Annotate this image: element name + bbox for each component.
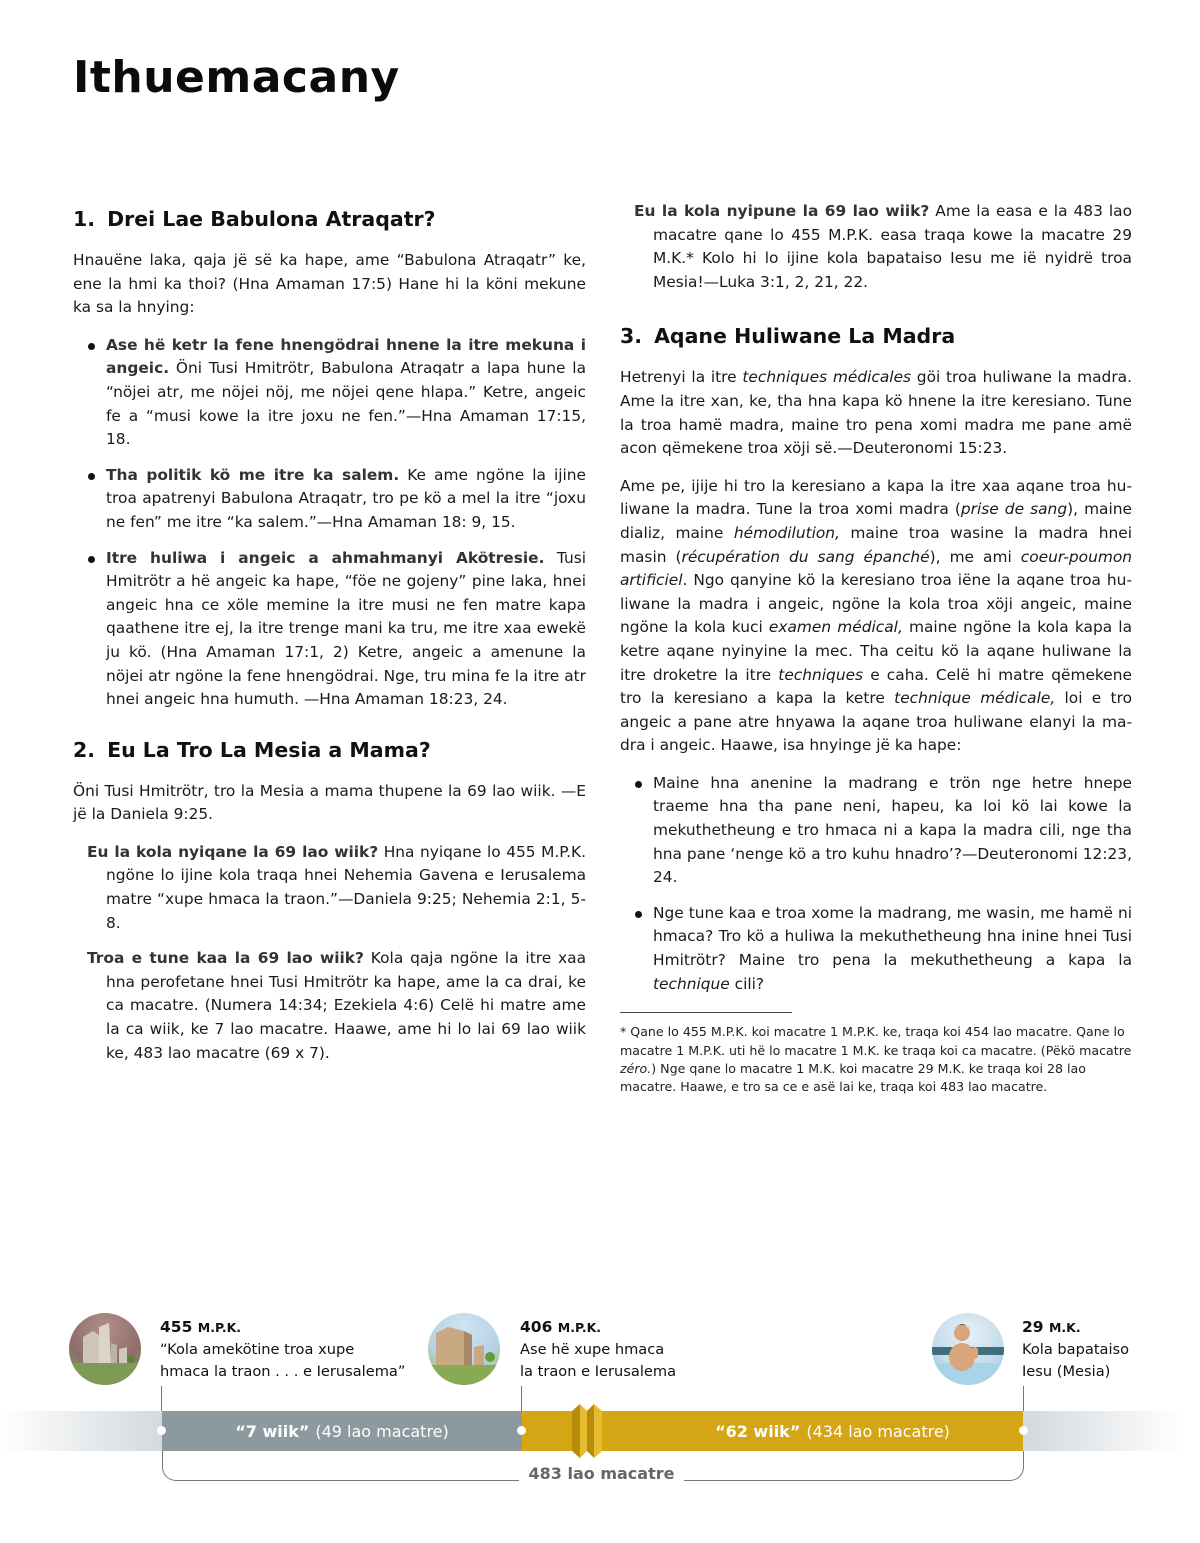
text: ) Nge qane lo macatre 1 M.K. koi macatre 29 M.K. ke traqa koi 28 lao macatre. Haawe, e tro sa ce e asë lai ke, traqa koi 483 lao macatre. xyxy=(620,1061,1086,1095)
text: e caha. Celë hi matre qëmekene tro la keresiano a kapa la ketre xyxy=(620,665,1132,708)
segment-label-bold: “62 wiik” xyxy=(715,1421,801,1441)
qa-answer: Ame la easa e la 483 lao macatre qane lo 455 M.P.K. easa traqa kowe la macatre 29 M.K.* Kolo hi lo ijine kola bapataiso Iesu me ië nyidrë troa Mesia!—Luka 3:1, 2, 21, 22. xyxy=(653,202,1133,291)
emphasis: technique xyxy=(653,974,730,993)
text: Ame pe, ijije hi tro la keresiano a kapa la itre xaa aqane troa huliwane la madra. Tune la troa xomi madra ( xyxy=(620,476,1132,519)
timeline-tick xyxy=(1023,1386,1024,1411)
event-desc-line1: Kola bapataiso xyxy=(1022,1341,1130,1358)
bullet-text: Maine hna anenine la madrang e trön nge hetre hnepe traeme hna tha pane neni, hapeu, ka loi kö lai kowe la mekuthetheung e tro hmaca ni a kapa la madra cili, nge tha hna pane ‘nenge kö a tro kuhu hnadro’?—Deuteronomi 12:23, 24. xyxy=(653,773,1132,887)
bullet-item xyxy=(87,547,586,712)
bullet-text: Ke ame ngöne la ijine troa apatrenyi Babulona Atraqatr, tro pe kö a mel la itre “joxu ne fen” me itre “ka salem.”—Hna Amaman 18: 9, 15. xyxy=(106,465,586,531)
segment-7-weeks xyxy=(162,1411,522,1451)
timeline-marker-dot xyxy=(517,1426,526,1435)
bullet-lead: Ase hë ketr la fene hnengödrai hnene la itre mekuna i angeic. xyxy=(106,335,586,378)
section-number: 2. xyxy=(73,737,96,762)
text: loi e tro angeic a pane atre hnyawa la aqane troa huliwane elanyi la madra i angeic. Haawe, isa hnyinge jë ka hape: xyxy=(620,689,1132,755)
bullet-item xyxy=(634,902,1132,996)
qa-item xyxy=(87,947,586,1065)
section-heading xyxy=(620,322,1132,350)
timeline-event-455 xyxy=(160,1316,405,1383)
event-era: M.P.K. xyxy=(557,1320,602,1335)
paragraph xyxy=(620,366,1132,460)
qa-question: Eu la kola nyiqane la 69 lao wiik? xyxy=(87,842,379,861)
event-date xyxy=(160,1316,405,1339)
rebuilt-city-walls-icon xyxy=(428,1313,500,1385)
section-babylon xyxy=(73,205,586,712)
event-date xyxy=(520,1316,676,1339)
timeline-fade-left xyxy=(0,1411,162,1451)
section-number: 1. xyxy=(73,207,96,231)
section-messiah xyxy=(73,736,586,1066)
qa-question: Troa e tune kaa la 69 lao wiik? xyxy=(87,949,364,968)
time-break-icon xyxy=(572,1404,602,1458)
event-era: M.K. xyxy=(1048,1320,1081,1335)
section-number: 3. xyxy=(620,324,643,349)
right-column xyxy=(620,200,1132,1097)
ruined-city-walls-icon xyxy=(69,1313,141,1385)
emphasis: examen médical, xyxy=(768,618,903,637)
event-era: M.P.K. xyxy=(197,1320,242,1335)
section-title: Eu La Tro La Mesia a Mama? xyxy=(107,737,431,762)
left-column xyxy=(73,200,586,1077)
emphasis: techniques xyxy=(778,665,864,684)
bullet-item xyxy=(87,464,586,535)
qa-item xyxy=(634,200,1132,294)
event-year: 406 xyxy=(520,1318,553,1336)
text: göi troa huliwane la madra. Ame la itre xan, ke, tha hna kapa kö hnene la itre keresiano. Tune la troa hamë madra, maine tro pena xomi madra me pane amë acon qëmekene troa xöji së.—Deuteronomi 15:23. xyxy=(620,368,1132,458)
emphasis: récupération du sang épanché xyxy=(681,547,930,566)
event-date xyxy=(1022,1316,1129,1339)
segment-label: (49 lao macatre) xyxy=(315,1421,449,1441)
bullet-list xyxy=(634,772,1132,996)
timeline-event-29 xyxy=(1022,1316,1129,1383)
event-desc-line2: hmaca la traon . . . e Ierusalema” xyxy=(160,1363,406,1380)
emphasis: coeur-poumon artificiel xyxy=(620,547,1133,590)
section-intro: Öni Tusi Hmitrötr, tro la Mesia a mama thupene la 69 lao wiik. —E jë la Daniela 9:25. xyxy=(73,781,586,824)
section-blood xyxy=(620,322,1132,996)
qa-answer: Kola qaja ngöne la itre xaa hna perofetane hnei Tusi Hmitrötr ka hape, ame la ca drai, ke ca macatre. (Numera 14:34; Ezekiela 4:6) Celë hi matre ame la ca wiik, ke 7 lao macatre. Haawe, ame hi lo lai 69 lao wiik ke, 483 lao macatre (69 x 7). xyxy=(106,949,586,1062)
event-desc-line2: la traon e Ierusalema xyxy=(520,1363,677,1380)
bullet-text: cili? xyxy=(729,974,765,993)
section-title: Aqane Huliwane La Madra xyxy=(654,324,956,349)
emphasis: zéro. xyxy=(620,1061,652,1077)
timeline-event-406 xyxy=(520,1316,676,1383)
segment-label: (434 lao macatre) xyxy=(806,1421,950,1441)
text: ), me ami xyxy=(929,547,1021,566)
section-heading xyxy=(73,736,586,764)
emphasis: techniques médicales xyxy=(742,368,912,387)
page-title: Ithuemacany xyxy=(73,52,400,103)
bullet-lead: Tha politik kö me itre ka salem. xyxy=(106,465,400,484)
section-intro: Hnauëne laka, qaja jë së ka hape, ame “Babulona Atraqatr” ke, ene la hmi ka thoi? (Hna Amaman 17:5) Hane hi la köni mekune ka sa la hnying: xyxy=(73,251,586,317)
section-title: Drei Lae Babulona Atraqatr? xyxy=(107,207,436,231)
bullet-text: Nge tune kaa e troa xome la madrang, me wasin, me hamë ni hmaca? Tro kö a huliwa la mekuthetheung hna inine hnei Tusi Hmitrötr? Maine tro pena la mekuthetheung a kapa la xyxy=(653,903,1132,970)
emphasis: prise de sang xyxy=(960,500,1068,519)
text: Hetrenyi la itre xyxy=(620,368,743,387)
paragraph xyxy=(620,475,1132,758)
event-desc-line1: “Kola amekötine troa xupe xyxy=(160,1341,355,1358)
timeline-marker-dot xyxy=(157,1426,166,1435)
qa-item xyxy=(87,841,586,935)
timeline-marker-dot xyxy=(1019,1426,1028,1435)
bullet-text: Öni Tusi Hmitrötr, Babulona Atraqatr a lapa hune la “nöjei atr, me nöjei nöj, me nöjei qene hlapa.” Ketre, angeic fe a “musi kowe la itre joxu ne fen.”—Hna Amaman 17:15, 18. xyxy=(106,359,586,449)
qa-answer: Hna nyiqane lo 455 M.P.K. ngöne lo ijine kola traqa hnei Nehemia Gavena e Ierusalema matre “xupe hmaca la traon.”—Daniela 9:25; Nehemia 2:1, 5-8. xyxy=(106,842,587,932)
timeline-tick xyxy=(161,1386,162,1411)
baptism-icon xyxy=(932,1313,1004,1385)
timeline-fade-right xyxy=(1023,1411,1183,1451)
emphasis: hémodilution, xyxy=(733,523,840,542)
bullet-lead: Itre huliwa i angeic a ahmahmanyi Akötresie. xyxy=(106,548,545,567)
event-desc-line2: Iesu (Mesia) xyxy=(1022,1363,1111,1380)
section-heading xyxy=(73,205,586,233)
timeline-tick xyxy=(521,1386,522,1411)
text: maine troa wasine la madra hnei masin ( xyxy=(620,523,1132,566)
bullet-text: Tusi Hmitrötr a hë angeic ka hape, “föe ne gojeny” pine laka, hnei angeic hna ce xöle memine la itre musi ne fen matre kapa qaathene itre ej, la itre trenge mani ka tru, me itre xaa ewekë ju kö. (Hna Amaman 17:1, 2) Ketre, angeic a amenune la nöjei atr ngöne la fene hnengödrai. Nge, tru mina fe la itre atr hnei angeic hna humuth. —Hna Amaman 18:23, 24. xyxy=(106,548,586,709)
footnote xyxy=(620,1023,1132,1097)
text: * Qane lo 455 M.P.K. koi macatre 1 M.P.K. ke, traqa koi 454 lao macatre. Qane lo macatre 1 M.P.K. uti hë lo macatre 1 M.K. ke traqa koi ca macatre. (Pëkö macatre xyxy=(620,1024,1132,1058)
text: ), maine dializ, maine xyxy=(620,500,1132,542)
event-year: 455 xyxy=(160,1318,193,1336)
emphasis: technique médicale, xyxy=(894,689,1056,708)
segment-label-bold: “7 wiik” xyxy=(235,1421,310,1441)
bullet-list xyxy=(87,334,586,712)
bullet-item xyxy=(634,772,1132,890)
total-span-label xyxy=(0,1464,1200,1483)
bullet-item xyxy=(87,334,586,452)
event-year: 29 xyxy=(1022,1318,1044,1336)
text: maine ngöne la kola kapa la ketre aqane nyinyine la mec. Tha ceitu kö la aqane huliwane la itre droketre la itre xyxy=(620,618,1133,684)
text: . Ngo qanyine kö la keresiano troa iëne la aqane troa huliwane la madra i angeic, ngöne la kola troa xöji angeic, maine ngöne la kola kuci xyxy=(620,571,1132,637)
event-desc-line1: Ase hë xupe hmaca xyxy=(520,1341,665,1358)
footnote-divider xyxy=(620,1012,792,1013)
qa-question: Eu la kola nyipune la 69 lao wiik? xyxy=(634,202,930,220)
total-span-text: 483 lao macatre xyxy=(519,1464,685,1483)
